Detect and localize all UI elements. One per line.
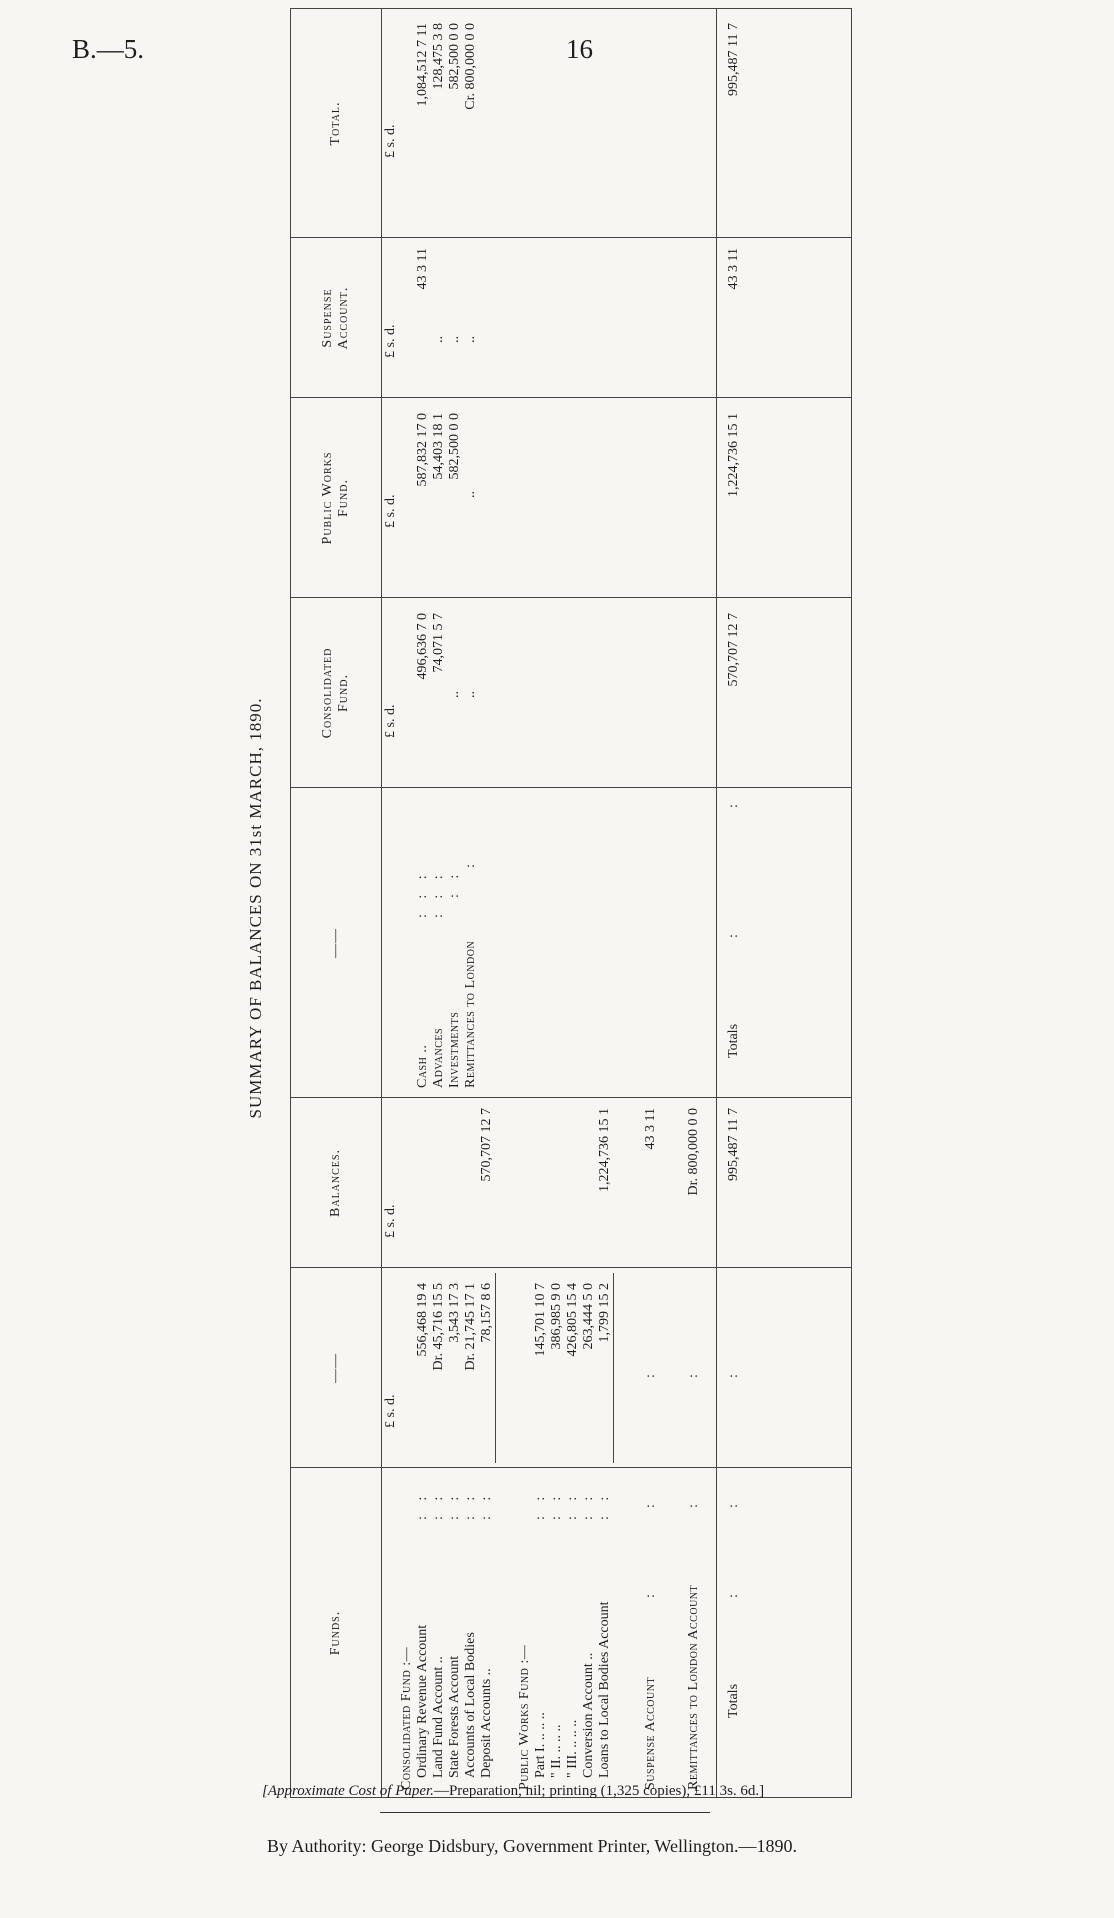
balance-suspense: 43 3 11 (643, 1108, 658, 1150)
row-label: Accounts of Local Bodies (463, 1632, 478, 1778)
row-value: 263,444 5 0 (581, 1283, 596, 1350)
balance-consolidated: 570,707 12 7 (479, 1108, 494, 1182)
cell-consolidated: 496,636 7 0 (415, 613, 430, 680)
cell-consolidated: 74,071 5 7 (431, 613, 446, 673)
unit-header: £ s. d. (383, 494, 398, 528)
header-balances: Balances. (328, 1149, 343, 1217)
cell-total: 128,475 3 8 (431, 23, 446, 90)
cell-suspense: .. (463, 336, 478, 343)
row-value: 556,468 19 4 (415, 1283, 430, 1357)
summary-table (246, 8, 850, 1808)
cell-suspense: .. (431, 336, 446, 343)
cost-label: [Approximate Cost of Paper. (262, 1783, 434, 1799)
document-ref: B.—5. (72, 34, 145, 64)
row-value: Dr. 21,745 17 1 (463, 1283, 478, 1371)
page-number: 16 (566, 34, 593, 64)
cell-consolidated: .. (447, 691, 462, 698)
divider (380, 1812, 710, 1813)
header-consolidated-fund: Consolidated Fund. (320, 647, 351, 739)
row-label: Land Fund Account .. (431, 1656, 446, 1778)
header-public-works-fund: Public Works Fund. (320, 451, 351, 545)
cell-public-works: 54,403 18 1 (431, 413, 446, 480)
cell-public-works: .. (463, 491, 478, 498)
table-title: SUMMARY OF BALANCES ON 31st MARCH, 1890. (246, 697, 265, 1119)
row-label: Investments (447, 1011, 462, 1088)
cell-public-works: 582,500 0 0 (447, 413, 462, 480)
cell-total: 582,500 0 0 (447, 23, 462, 90)
cell-consolidated: .. (463, 691, 478, 698)
header-suspense-account: Suspense Account. (320, 286, 351, 350)
row-value: Dr. 45,716 15 5 (431, 1283, 446, 1371)
row-label: Loans to Local Bodies Account (597, 1601, 612, 1778)
totals-label: Totals (726, 1023, 741, 1058)
unit-header: £ s. d. (383, 704, 398, 738)
table-frame: Funds. —— Balances. —— Consolidated Fund. Public Works Fund. Suspense Account. Total. £ s. d. £ s. d. £ s. d. £ s. d. £ s. d. £ s. d. Consolidated Fund :— Ordinary Revenue Account Land Fund Account .. State Forests Account Accounts of Local Bodies Deposit Accounts .. : : : : : : : : : : 556,468 19 4 Dr. 45,716 15 5 3,543 17 3 Dr. 21,745 17 1 78,157 8 6 570,707 12 7 Public Works Fund :— Part I. .. .. .. " II. .. .. .. " III. .. .. .. Conversion Account .. Loans to Local Bodies Account : : : : : : : : : : 145,701 10 7 386,985 9 0 426,805 15 4 263,444 5 0 1,799 15 2 1,224,736 15 1 Suspense Account : : : 43 3 11 Remittances to London Account : : Dr. 800,000 0 0 Totals : : : 995,487 11 7 Cash .. Advances Investments Remittances to London : : : : : : : : : 496,636 7 0 74,071 5 7 .. .. 587,832 17 0 54,403 18 1 582,500 0 0 .. 43 3 11 .. .. .. 1,084,512 7 11 128,475 3 8 582,500 0 0 Cr. 800,000 0 0 Totals : : 570,707 12 7 1,224,736 15 1 43 3 11 995,487 11 7 (290, 8, 852, 1798)
cell-suspense: .. (447, 336, 462, 343)
balance-remittances: Dr. 800,000 0 0 (686, 1108, 701, 1196)
row-value: 78,157 8 6 (479, 1283, 494, 1343)
row-label: " III. .. .. .. (565, 1719, 580, 1778)
unit-header: £ s. d. (383, 324, 398, 358)
row-value: 386,985 9 0 (549, 1283, 564, 1350)
balance-public-works: 1,224,736 15 1 (597, 1108, 612, 1192)
header-blank-2: —— (328, 928, 343, 958)
total-grand: 995,487 11 7 (726, 23, 741, 96)
header-funds: Funds. (328, 1610, 343, 1656)
total-suspense: 43 3 11 (726, 248, 741, 290)
cell-suspense: 43 3 11 (415, 248, 430, 290)
cost-note (262, 1783, 764, 1800)
cell-total: Cr. 800,000 0 0 (463, 23, 478, 110)
row-label: Deposit Accounts .. (479, 1668, 494, 1778)
authority-line: By Authority: George Didsbury, Government Printer, Wellington.—1890. (267, 1836, 797, 1856)
cell-public-works: 587,832 17 0 (415, 413, 430, 487)
row-label: Cash .. (415, 1044, 430, 1088)
cost-text: —Preparation, nil; printing (1,325 copies), £11 3s. 6d.] (433, 1783, 765, 1799)
consolidated-fund-heading: Consolidated Fund :— (399, 1646, 414, 1790)
unit-header: £ s. d. (383, 1204, 398, 1238)
row-label: State Forests Account (447, 1655, 462, 1778)
header-total: Total. (328, 101, 343, 146)
cell-total: 1,084,512 7 11 (415, 23, 430, 107)
row-label: Remittances to London (463, 940, 478, 1088)
public-works-fund-heading: Public Works Fund :— (517, 1644, 532, 1790)
totals-label: Totals (726, 1683, 741, 1718)
total-consolidated: 570,707 12 7 (726, 613, 741, 687)
balance-total: 995,487 11 7 (726, 1108, 741, 1181)
row-label: Conversion Account .. (581, 1652, 596, 1778)
row-label: Ordinary Revenue Account (415, 1624, 430, 1778)
row-label: Advances (431, 1027, 446, 1088)
row-label: Part I. .. .. .. (533, 1712, 548, 1778)
remittances-account-label: Remittances to London Account (686, 1584, 701, 1790)
row-value: 145,701 10 7 (533, 1283, 548, 1357)
row-label: " II. .. .. .. (549, 1724, 564, 1778)
row-value: 3,543 17 3 (447, 1283, 462, 1343)
suspense-account-label: Suspense Account (643, 1676, 658, 1790)
unit-header: £ s. d. (383, 124, 398, 158)
row-value: 426,805 15 4 (565, 1283, 580, 1357)
total-public-works: 1,224,736 15 1 (726, 413, 741, 497)
row-value: 1,799 15 2 (597, 1283, 612, 1343)
header-blank-1: —— (328, 1353, 343, 1383)
unit-header: £ s. d. (383, 1394, 398, 1428)
